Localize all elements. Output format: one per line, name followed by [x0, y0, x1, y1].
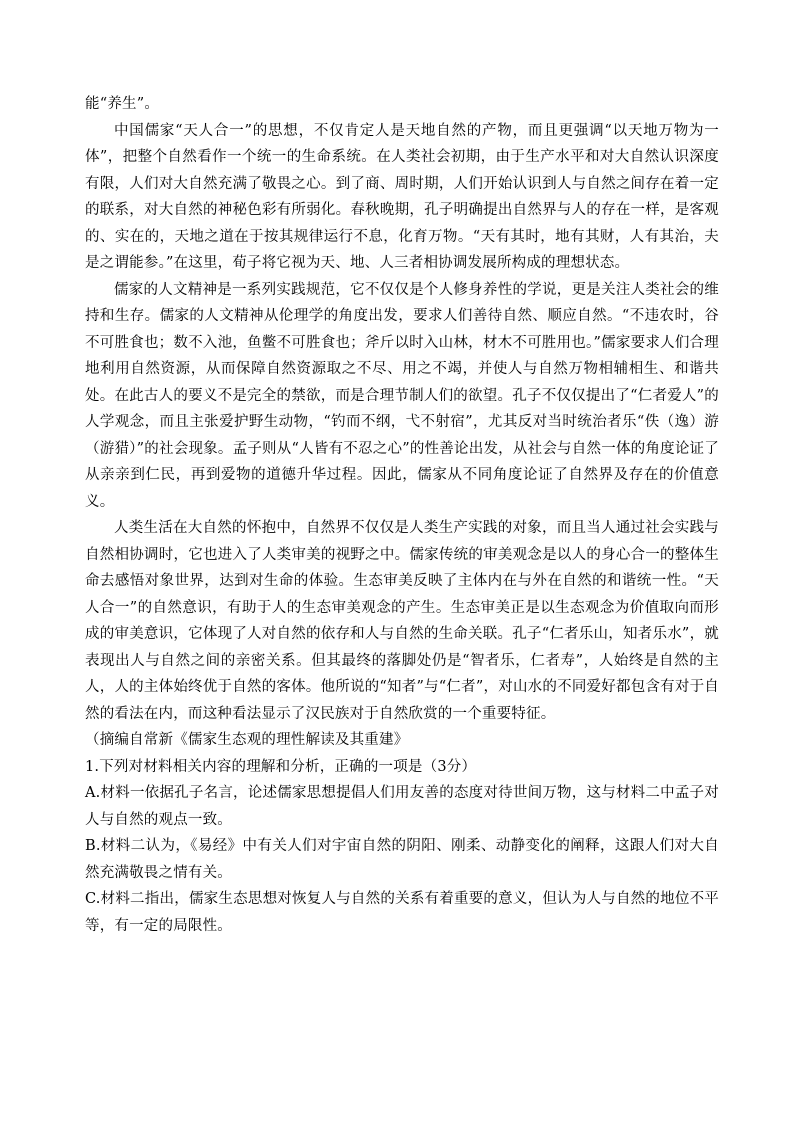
- option-b: B.材料二认为，《易经》中有关人们对宇宙自然的阴阳、刚柔、动静变化的阐释，这跟人们对大自然充满敬畏之情有关。: [85, 838, 719, 881]
- option-c: C.材料二指出，儒家生态思想对恢复人与自然的关系有着重要的意义，但认为人与自然的地位不平等，有一定的局限性。: [85, 891, 719, 934]
- paragraph-renwen-jingshen: 儒家的人文精神是一系列实践规范，它不仅仅是个人修身养性的学说，更是关注人类社会的维持和生存。儒家的人文精神从伦理学的角度出发，要求人们善待自然、顺应自然。“不违农时，谷不可胜食也；数不入池，鱼鳖不可胜食也；斧斤以时入山林，材木不可胜用也。”儒家要求人们合理地利用自然资源，从而保障自然资源取之不尽、用之不竭，并使人与自然万物相辅相生、和谐共处。在此古人的要义不是完全的禁欲，而是合理节制人们的欲望。孔子不仅仅提出了“仁者爱人”的人学观念，而且主张爱护野生动物，“钓而不纲，弋不射宿”，尤其反对当时统治者乐“佚（逸）游（游猎）”的社会现象。孟子则从“人皆有不忍之心”的性善论出发，从社会与自然一体的角度论证了从亲亲到仁民，再到爱物的道德升华过程。因此，儒家从不同角度论证了自然界及存在的价值意义。: [85, 281, 719, 510]
- option-a: A.材料一依据孔子名言，论述儒家思想提倡人们用友善的态度对待世间万物，这与材料二中孟子对人与自然的观点一致。: [85, 785, 719, 828]
- document-body: [85, 91, 719, 939]
- paragraph-tianren-heyi: 中国儒家“天人合一”的思想，不仅肯定人是天地自然的产物，而且更强调“以天地万物为一体”，把整个自然看作一个统一的生命系统。在人类社会初期，由于生产水平和对大自然认识深度有限，人们对大自然充满了敬畏之心。到了商、周时期，人们开始认识到人与自然之间存在着一定的联系，对大自然的神秘色彩有所弱化。春秋晚期，孔子明确提出自然界与人的存在一样，是客观的、实在的，天地之道在于按其规律运行不息，化育万物。“天有其时，地有其财，人有其治，夫是之谓能参。”在这里，荀子将它视为天、地、人三者相协调发展所构成的理想状态。: [85, 122, 719, 271]
- question-stem: 1.下列对材料相关内容的理解和分析，正确的一项是（3分）: [85, 758, 477, 775]
- source-citation: （摘编自常新《儒家生态观的理性解读及其重建》: [85, 732, 409, 748]
- paragraph-shengtai-shenmei: 人类生活在大自然的怀抱中，自然界不仅仅是人类生产实践的对象，而且当人通过社会实践与自然相协调时，它也进入了人类审美的视野之中。儒家传统的审美观念是以人的身心合一的整体生命去感悟对象世界，达到对生命的体验。生态审美反映了主体内在与外在自然的和谐统一性。“天人合一”的自然意识，有助于人的生态审美观念的产生。生态审美正是以生态观念为价值取向而形成的审美意识，它体现了人对自然的依存和人与自然的生命关联。孔子“仁者乐山，知者乐水”，就表现出人与自然之间的亲密关系。但其最终的落脚处仍是“智者乐，仁者寿”，人始终是自然的主人，人的主体始终优于自然的客体。他所说的“知者”与“仁者”，对山水的不同爱好都包含有对于自然的看法在内，而这种看法显示了汉民族对于自然欣赏的一个重要特征。: [85, 520, 719, 722]
- paragraph-continuation: 能“养生”。: [85, 96, 160, 112]
